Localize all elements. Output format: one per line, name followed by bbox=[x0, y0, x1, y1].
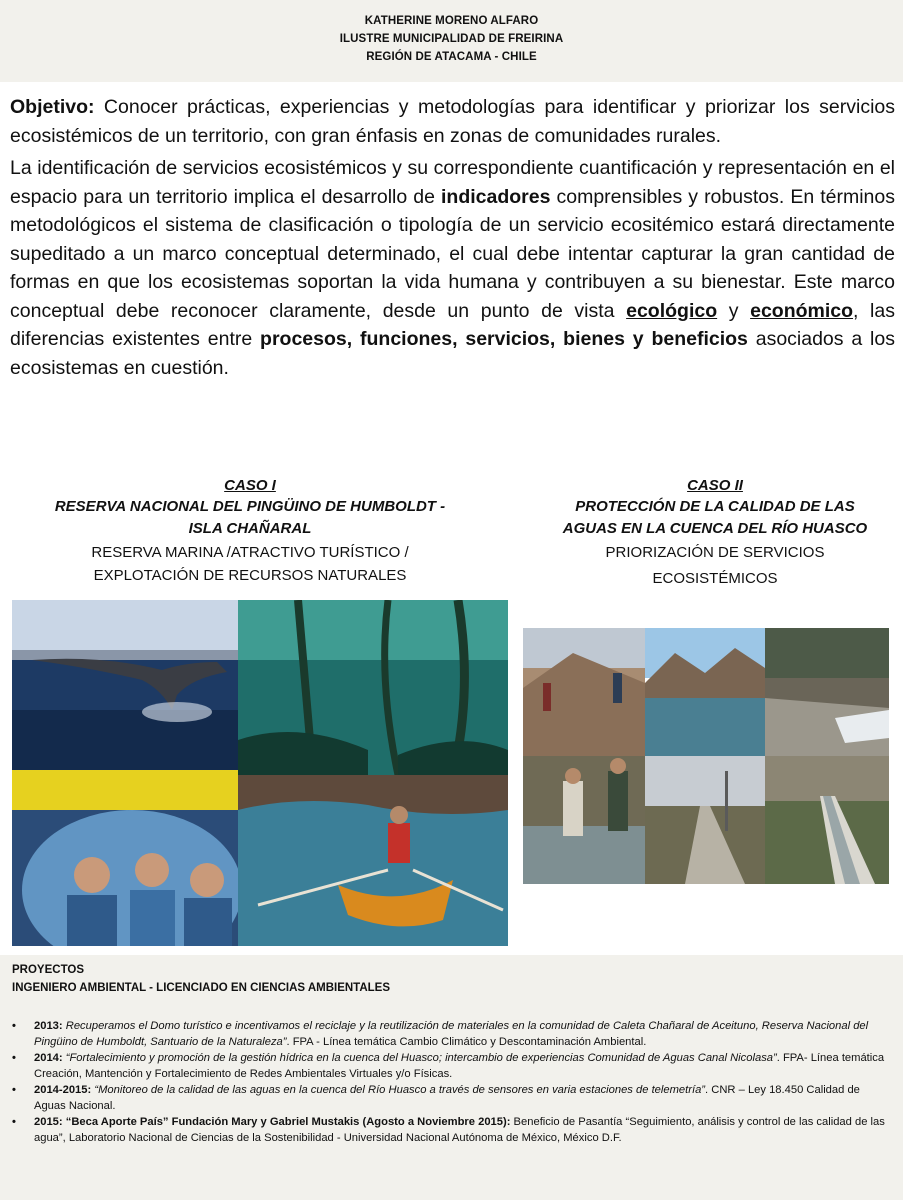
caso-1-subtitle-line1: RESERVA NACIONAL DEL PINGÜINO DE HUMBOLDT - bbox=[54, 498, 446, 515]
ecologico-term: ecológico bbox=[626, 299, 718, 322]
projects-section bbox=[0, 955, 903, 1200]
project-year: 2015: “Beca Aporte País” Fundación Mary y Gabriel Mustakis (Agosto a Noviembre 2015): bbox=[34, 1116, 511, 1128]
region-name: REGIÓN DE ATACAMA - CHILE bbox=[366, 51, 537, 63]
project-detail: . CNR – Ley 18.450 Calidad de Aguas Nacional. bbox=[34, 1084, 860, 1112]
caso-2-title: CASO II bbox=[687, 477, 743, 494]
caso-2-note-line2: ECOSISTÉMICOS bbox=[652, 570, 778, 587]
intro-section bbox=[10, 93, 895, 382]
project-year: 2013: bbox=[34, 1020, 63, 1032]
projects-subheading: INGENIERO AMBIENTAL - LICENCIADO EN CIENCIAS AMBIENTALES bbox=[12, 982, 391, 994]
caso-2-note-line1: PRIORIZACIÓN DE SERVICIOS bbox=[605, 544, 825, 561]
objective-text: Conocer prácticas, experiencias y metodologías para identificar y priorizar los servicios ecosistémicos de un territorio, con gran énfasis en zonas de comunidades rurales. bbox=[10, 96, 895, 147]
project-detail: . FPA - Línea temática Cambio Climático y Descontaminación Ambiental. bbox=[286, 1035, 647, 1048]
bullet-icon: • bbox=[12, 1116, 16, 1128]
submarine-tourists-photo bbox=[12, 770, 238, 946]
indicadores-term: indicadores bbox=[441, 185, 551, 208]
bullet-icon: • bbox=[12, 1020, 16, 1032]
caso-1-subtitle-line2: ISLA CHAÑARAL bbox=[188, 520, 312, 537]
project-list bbox=[12, 1019, 892, 1147]
irrigation-canal-photo bbox=[765, 756, 889, 884]
caso-1-title: CASO I bbox=[224, 477, 276, 494]
mountain-field-team-photo bbox=[523, 628, 645, 756]
objective-label: Objetivo: bbox=[10, 96, 95, 118]
bullet-icon: • bbox=[12, 1084, 16, 1096]
caso-2-header bbox=[520, 476, 903, 592]
organization-name: ILUSTRE MUNICIPALIDAD DE FREIRINA bbox=[339, 33, 564, 45]
water-channel-photo bbox=[765, 628, 889, 756]
caso-1-header bbox=[0, 476, 500, 586]
water-sampling-photo bbox=[523, 756, 645, 884]
project-title: “Monitoreo de la calidad de las aguas en la cuenca del Río Huasco a través de sensores en varia estaciones de telemetría” bbox=[91, 1084, 706, 1096]
description-text: comprensibles y robustos. En términos metodológicos el sistema de clasificación o tipología de un servicio ecositémico estará directamente supeditado a un marco conceptual determinado, el cual debe intentar capturar la gran cantidad de formas en que los ecosistemas soportan la vida humana y contribuyen a su bienestar. Este marco conceptual debe reconocer claramente, desde un punto de vista bbox=[10, 185, 895, 322]
reservoir-lake-photo bbox=[645, 628, 765, 756]
project-year: 2014: bbox=[34, 1052, 63, 1064]
project-item bbox=[12, 1051, 892, 1082]
caso-1-note-line1: RESERVA MARINA /ATRACTIVO TURÍSTICO / bbox=[91, 544, 409, 561]
canal-path-photo bbox=[645, 756, 765, 884]
author-name: KATHERINE MORENO ALFARO bbox=[364, 15, 539, 27]
document-header bbox=[0, 0, 903, 82]
project-year: 2014-2015: bbox=[34, 1084, 92, 1096]
projects-heading: PROYECTOS bbox=[12, 964, 84, 976]
project-detail: . FPA- Línea temática Creación, Mantención y Fortalecimiento de Redes Ambientales Virtuales y/o Físicas. bbox=[34, 1052, 885, 1080]
caso-1-note-line2: EXPLOTACIÓN DE RECURSOS NATURALES bbox=[93, 567, 407, 584]
project-title: Recuperamos el Domo turístico e incentivamos el reciclaje y la reutilización de materiales en la comunidad de Caleta Chañaral de Aceituno, Reserva Nacional del Pingüino de Humboldt, Santuario de la Naturaleza” bbox=[34, 1020, 869, 1048]
kelp-forest-photo bbox=[238, 600, 508, 775]
project-detail: Beneficio de Pasantía “Seguimiento, análisis y control de las calidad de las agua”, Laboratorio Nacional de Ciencias de la Sostenibilidad - Universidad Nacional Autónoma de México, México D.F. bbox=[34, 1116, 885, 1144]
caso-2-subtitle-line1: PROTECCIÓN DE LA CALIDAD DE LAS bbox=[575, 498, 855, 515]
description-text: asociados a los ecosistemas en cuestión. bbox=[10, 328, 895, 379]
project-item bbox=[12, 1019, 892, 1050]
procesos-term: procesos, funciones, servicios, bienes y beneficios bbox=[260, 328, 748, 350]
project-item bbox=[12, 1115, 892, 1146]
objective-paragraph bbox=[10, 93, 895, 150]
project-title: “Fortalecimiento y promoción de la gestión hídrica en la cuenca del Huasco; intercambio de experiencias Comunidad de Aguas Canal Nicolasa” bbox=[62, 1052, 777, 1064]
whale-tail-photo bbox=[12, 600, 238, 770]
description-text: y bbox=[717, 299, 751, 322]
economico-term: económico bbox=[750, 299, 854, 322]
bullet-icon: • bbox=[12, 1052, 16, 1064]
description-text: , las diferencias existentes entre bbox=[10, 299, 895, 350]
project-item bbox=[12, 1083, 892, 1114]
description-text: La identificación de servicios ecosistémicos y su correspondiente cuantificación y representación en el espacio para un territorio implica el desarrollo de bbox=[10, 157, 895, 208]
description-paragraph bbox=[10, 154, 895, 382]
caso-2-subtitle-line2: AGUAS EN LA CUENCA DEL RÍO HUASCO bbox=[562, 520, 868, 537]
fishermen-boat-photo bbox=[238, 775, 508, 946]
